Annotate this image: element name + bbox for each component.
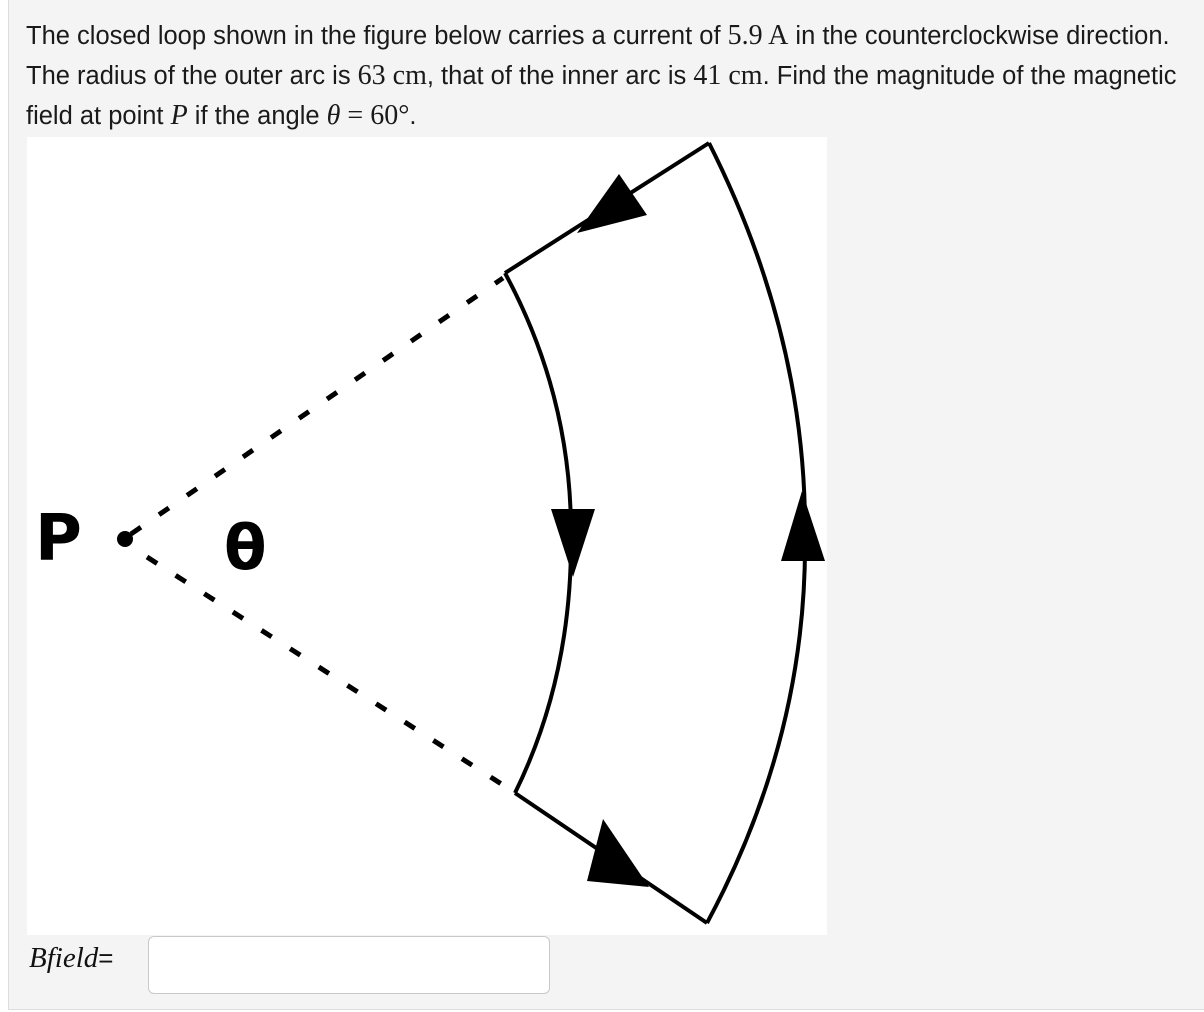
question-intro: The closed loop shown in the figure below carries a current of xyxy=(26,22,728,50)
lower-dashed-radius xyxy=(147,557,503,785)
outer-radius-value: 63 cm xyxy=(357,60,427,91)
point-label: P xyxy=(35,502,82,576)
upper-dashed-radius xyxy=(131,278,503,534)
point-p-dot xyxy=(117,531,133,547)
arrow-lower-segment xyxy=(587,819,649,887)
angle-label: θ xyxy=(224,511,267,584)
inner-radius-value: 41 cm xyxy=(693,60,763,91)
bfield-answer-input[interactable] xyxy=(148,936,550,994)
question-part3: , that of the inner arc is xyxy=(426,62,694,90)
arrow-upper-segment xyxy=(577,174,647,233)
question-part5: if the angle xyxy=(187,102,327,130)
loop-figure xyxy=(27,137,827,935)
question-part4: . Find the magnitude of the magnetic field at point xyxy=(26,62,1177,130)
answer-label-text: Bfield xyxy=(29,942,99,974)
arrow-outer-arc-up xyxy=(781,491,825,561)
current-value: 5.9 A xyxy=(727,20,789,51)
answer-label xyxy=(29,942,113,975)
equals-sign: = xyxy=(340,100,371,131)
question-panel xyxy=(8,0,1204,1010)
answer-equals: = xyxy=(98,943,114,973)
question-end: . xyxy=(409,102,417,130)
angle-value: 60° xyxy=(370,100,410,131)
theta-symbol: θ xyxy=(326,100,341,131)
arrow-inner-arc-down xyxy=(551,509,595,577)
question-text xyxy=(26,16,1198,136)
point-symbol: P xyxy=(170,100,188,131)
question-part2: in the counterclockwise direction. The radius of the outer arc is xyxy=(26,22,1170,90)
loop-diagram xyxy=(27,137,827,935)
